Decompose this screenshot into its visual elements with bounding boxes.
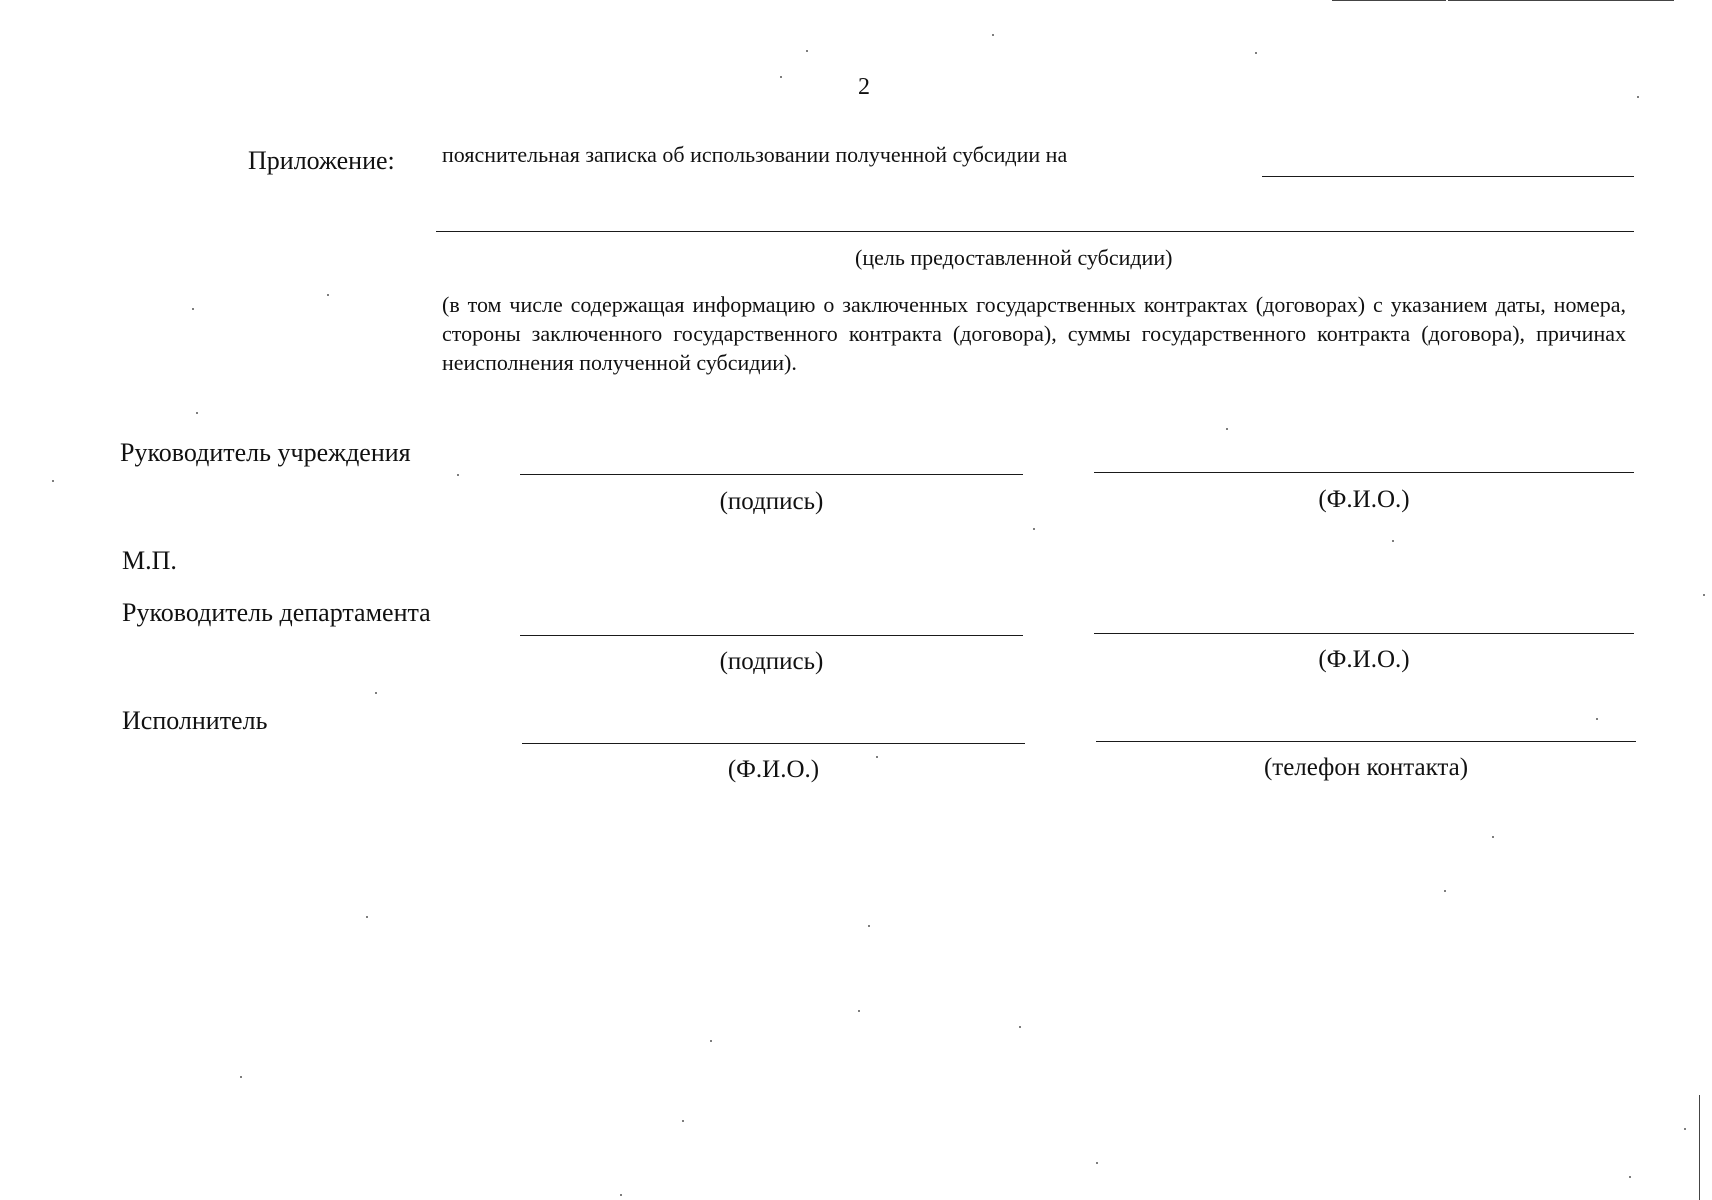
scan-speck — [240, 1076, 242, 1078]
scan-speck — [992, 34, 994, 36]
scan-speck — [1596, 718, 1598, 720]
scan-speck — [1629, 1176, 1631, 1178]
name-caption: (Ф.И.О.) — [1318, 486, 1410, 513]
scan-speck — [1255, 52, 1257, 54]
role-head-of-institution: Руководитель учреждения — [120, 438, 411, 467]
scan-speck — [780, 76, 782, 78]
name-line — [1094, 633, 1634, 634]
scan-speck — [327, 294, 329, 296]
signature-line — [520, 474, 1023, 475]
appendix-details: (в том числе содержащая информацию о заключенных государственных контрактах (договорах) с указанием даты, номера, стороны заключенного государственного контракта (договора), суммы государственного контракта (договора), причинах неисполнения полученной субсидии). — [442, 292, 1626, 375]
scan-speck — [1444, 890, 1446, 892]
scan-speck — [1703, 594, 1705, 596]
role-executor: Исполнитель — [122, 706, 268, 735]
scan-speck — [710, 1040, 712, 1042]
signature-caption: (подпись) — [719, 648, 824, 675]
purpose-full-line — [436, 231, 1634, 232]
page-number: 2 — [858, 74, 870, 100]
scan-speck — [1033, 528, 1035, 530]
scan-speck — [876, 756, 878, 758]
purpose-caption: (цель предоставленной субсидии) — [855, 245, 1173, 270]
scan-speck — [1096, 1162, 1098, 1164]
scan-speck — [858, 1010, 860, 1012]
name-caption: (Ф.И.О.) — [727, 756, 820, 783]
name-caption: (Ф.И.О.) — [1318, 646, 1410, 673]
role-head-of-department: Руководитель департамента — [122, 598, 431, 627]
scan-speck — [196, 412, 198, 414]
scan-edge-line — [1699, 1095, 1700, 1200]
scan-speck — [806, 50, 808, 52]
scan-speck — [868, 925, 870, 927]
phone-caption: (телефон контакта) — [1263, 754, 1469, 781]
scan-speck — [457, 474, 459, 476]
scan-speck — [1492, 836, 1494, 838]
scan-speck — [52, 480, 54, 482]
signature-caption: (подпись) — [719, 488, 824, 515]
name-line — [522, 743, 1025, 744]
appendix-text: пояснительная записка об использовании полученной субсидии на — [442, 142, 1068, 167]
scan-speck — [375, 692, 377, 694]
scan-speck — [1637, 96, 1639, 98]
scan-speck — [1226, 428, 1228, 430]
scan-speck — [366, 916, 368, 918]
scan-speck — [1019, 1026, 1021, 1028]
scan-speck — [192, 308, 194, 310]
name-line — [1094, 472, 1634, 473]
scan-edge-line — [1332, 0, 1446, 1]
scan-speck — [1684, 1128, 1686, 1130]
scan-speck — [620, 1194, 622, 1196]
appendix-label: Приложение: — [248, 146, 395, 175]
phone-line — [1096, 741, 1636, 742]
scan-speck — [682, 1120, 684, 1122]
scan-edge-line — [1448, 0, 1674, 1]
scan-speck — [1392, 540, 1394, 542]
purpose-blank-line — [1262, 176, 1634, 177]
signature-line — [520, 635, 1023, 636]
stamp-place: М.П. — [122, 546, 177, 575]
